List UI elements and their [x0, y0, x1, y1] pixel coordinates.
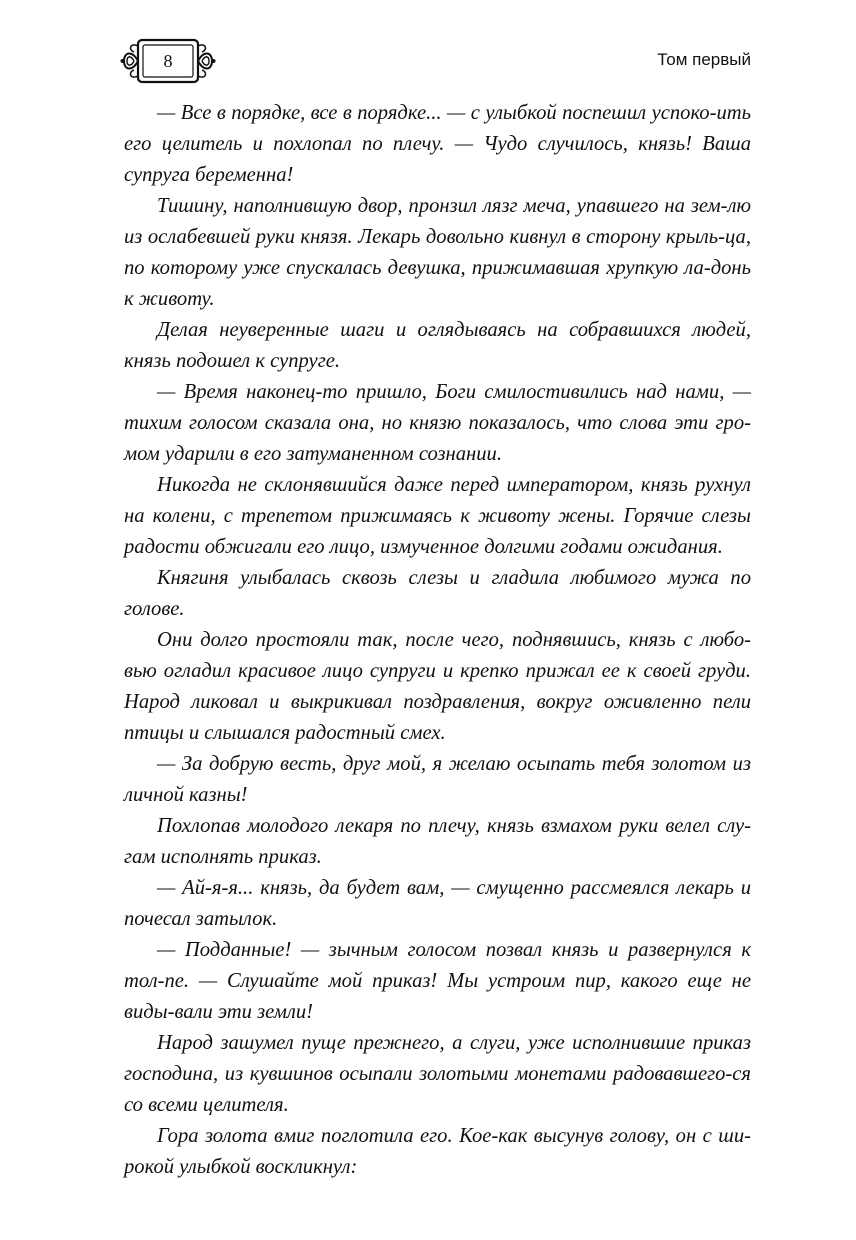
paragraph: Гора золота вмиг поглотила его. Кое-как высунув голову, он с ши-рокой улыбкой воскликнул:: [124, 1125, 751, 1178]
page-number-ornament: [120, 36, 216, 86]
paragraph: — Все в порядке, все в порядке... — с улыбкой поспешил успоко-ить его целитель и похлопал по плечу. — Чудо случилось, князь! Ваша супруга беременна!: [124, 102, 751, 186]
paragraph: Никогда не склонявшийся даже перед императором, князь рухнул на колени, с трепетом прижимаясь к животу жены. Горячие слезы радости обжигали его лицо, измученное долгими годами ожидания.: [124, 474, 751, 558]
paragraph: Они долго простояли так, после чего, поднявшись, князь с любо-вью огладил красивое лицо супруги и крепко прижал ее к своей груди. Народ ликовал и выкрикивал поздравления, вокруг оживленно пели птицы и слышался радостный смех.: [124, 629, 751, 744]
paragraph: Похлопав молодого лекаря по плечу, князь взмахом руки велел слу-гам исполнять приказ.: [124, 815, 751, 868]
paragraph: Народ зашумел пуще прежнего, а слуги, уже исполнившие приказ господина, из кувшинов осыпали золотыми монетами радовавшего-ся со всеми целителя.: [124, 1032, 751, 1116]
paragraph: Тишину, наполнившую двор, пронзил лязг меча, упавшего на зем-лю из ослабевшей руки князя. Лекарь довольно кивнул в сторону крыль-ца, по которому уже спускалась девушка, прижимавшая хрупкую ла-донь к животу.: [124, 195, 751, 310]
paragraph: — Подданные! — зычным голосом позвал князь и развернулся к тол-пе. — Слушайте мой приказ! Мы устроим пир, какого еще не виды-вали эти земли!: [124, 939, 751, 1023]
running-title: Том первый: [657, 50, 751, 69]
page-header: [0, 0, 856, 100]
paragraph: — Ай-я-я... князь, да будет вам, — смущенно рассмеялся лекарь и почесал затылок.: [124, 877, 751, 930]
paragraph: — Время наконец-то пришло, Боги смилостивились над нами, — тихим голосом сказала она, но князю показалось, что слова эти гро-мом ударили в его затуманенном сознании.: [124, 381, 751, 465]
body-text: [124, 98, 751, 1183]
paragraph: Княгиня улыбалась сквозь слезы и гладила любимого мужа по голове.: [124, 567, 751, 620]
paragraph: Делая неуверенные шаги и оглядываясь на собравшихся людей, князь подошел к супруге.: [124, 319, 751, 372]
paragraph: — За добрую весть, друг мой, я желаю осыпать тебя золотом из личной казны!: [124, 753, 751, 806]
page-number: 8: [163, 51, 173, 71]
